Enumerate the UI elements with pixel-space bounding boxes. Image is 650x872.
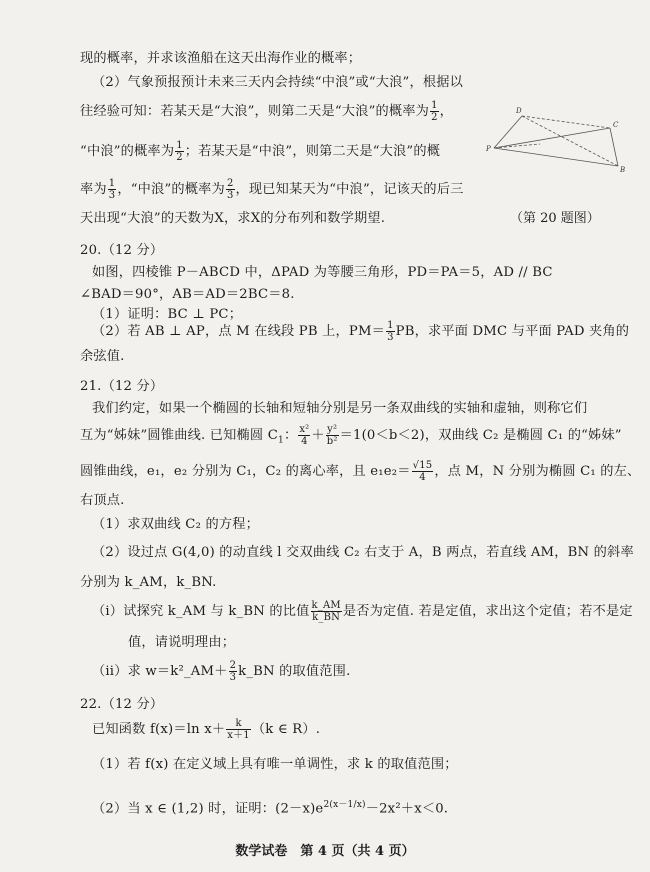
q19-line-6: 天出现“大浪”的天数为X，求X的分布列和数学期望.: [80, 211, 386, 226]
edge-pa: [494, 144, 540, 148]
edge-dc: [522, 116, 610, 128]
fraction: $\frac{1}{2}$: [431, 100, 438, 123]
q20-line-2: ∠BAD＝90°，AB＝AD＝2BC＝8.: [80, 287, 295, 302]
q22-head: 22.（12 分）: [80, 697, 164, 712]
label-d: D: [516, 107, 522, 115]
fraction: $\frac{2}{3}$: [229, 660, 237, 683]
q21-line-8: （i）试探究 k_AM 与 k_BN 的比值 $\frac{k\_AM}{k\_BN}$ 是否为定值. 若是定值，求出这个定值；若不是定: [92, 600, 633, 623]
q20-line-1: 如图，四棱锥 P－ABCD 中，ΔPAD 为等腰三角形，PD＝PA＝5，AD // BC: [92, 265, 553, 280]
q21-line-1: 我们约定，如果一个椭圆的长轴和短轴分别是另一条双曲线的实轴和虚轴，则称它们: [92, 401, 588, 416]
page-footer: 数学试卷 第 4 页（共 4 页）: [235, 844, 415, 859]
edge-pd: [494, 116, 522, 148]
fraction: $\frac{k\_AM}{k\_BN}$: [311, 600, 341, 623]
q19-line-4: “中浪”的概率为 $\frac{1}{2}$ ；若某天是“中浪”，则第二天是“大浪”的概: [80, 140, 441, 163]
q19-line-2: （2）气象预报预计未来三天内会持续“中浪”或“大浪”，根据以: [92, 75, 464, 90]
q20-line-3: （1）证明：BC ⊥ PC；: [92, 307, 243, 322]
fraction: $\frac{1}{2}$: [176, 140, 183, 163]
q21-line-10: （ii）求 w＝k²_AM＋ $\frac{2}{3}$ k_BN 的取值范围.: [92, 660, 351, 683]
fraction: $\frac{√15}{4}$: [412, 460, 433, 483]
figure-caption: （第 20 题图）: [510, 211, 600, 226]
q19-line-3: 往经验可知：若某天是“大浪”，则第二天是“大浪”的概率为 $\frac{1}{2}$ ，: [80, 100, 454, 123]
q22-line-1: 已知函数 f(x)＝ln x＋ $\frac{k}{x+1}$ （k ∈ R）.: [92, 718, 321, 741]
fraction: $\frac{\text{x²}}{4}$: [299, 424, 310, 447]
pyramid-figure: [480, 104, 630, 194]
label-b: B: [620, 166, 626, 174]
q20-line-5: 余弦值.: [80, 349, 125, 364]
q21-line-3: 圆锥曲线，e₁，e₂ 分别为 C₁，C₂ 的离心率，且 e₁e₂＝ $\frac{√15}{4}$ ，点 M，N 分别为椭圆 C₁ 的左、: [80, 460, 641, 483]
q22-line-2: （1）若 f(x) 在定义域上具有唯一单调性，求 k 的取值范围；: [92, 757, 458, 772]
fraction: $\frac{k}{x+1}$: [227, 718, 250, 741]
q21-line-9: 值，请说明理由；: [128, 635, 236, 650]
edge-pb: [494, 148, 618, 166]
fraction: $\frac{1}{3}$: [108, 178, 116, 201]
q22-line-3: （2）当 x ∈ (1,2) 时，证明：$(2-x)e^{2(x-1/x)}-2x^2+x<0$.: [92, 800, 449, 817]
edge-pc: [494, 128, 610, 148]
q20-head: 20.（12 分）: [80, 243, 164, 258]
q20-line-4: （2）若 AB ⊥ AP，点 M 在线段 PB 上，PM＝ $\frac{1}{3}$ PB，求平面 DMC 与平面 PAD 夹角的: [92, 320, 630, 343]
label-c: C: [613, 121, 619, 129]
q21-line-4: 右顶点.: [80, 493, 125, 508]
edge-cb: [610, 128, 618, 166]
q19-line-1: 现的概率，并求该渔船在这天出海作业的概率；: [80, 51, 362, 66]
fraction: $\frac{2}{3}$: [226, 178, 234, 201]
q21-line-5: （1）求双曲线 C₂ 的方程；: [92, 517, 260, 532]
q21-line-6: （2）设过点 G(4,0) 的动直线 l 交双曲线 C₂ 右支于 A，B 两点，若直线 AM，BN 的斜率: [92, 545, 634, 560]
q21-line-2: 互为“姊妹”圆锥曲线. 已知椭圆 $C_1$： $\frac{\text{x²}}{4}$ ＋ $\frac{\text{y²}}{\text{b²}}$ ＝1(0＜b＜2)，双曲线 C₂ 是椭圆 C₁ 的“姊妹”: [80, 424, 622, 447]
label-p: P: [486, 145, 491, 153]
fraction: $\frac{\text{y²}}{\text{b²}}$: [326, 424, 338, 447]
q19-line-5: 率为 $\frac{1}{3}$ ，“中浪”的概率为 $\frac{2}{3}$ ，现已知某天为“中浪”，记该天的后三: [80, 178, 464, 201]
q21-head: 21.（12 分）: [80, 379, 164, 394]
q21-line-7: 分别为 k_AM，k_BN.: [80, 575, 217, 590]
fraction: $\frac{1}{3}$: [387, 320, 394, 343]
